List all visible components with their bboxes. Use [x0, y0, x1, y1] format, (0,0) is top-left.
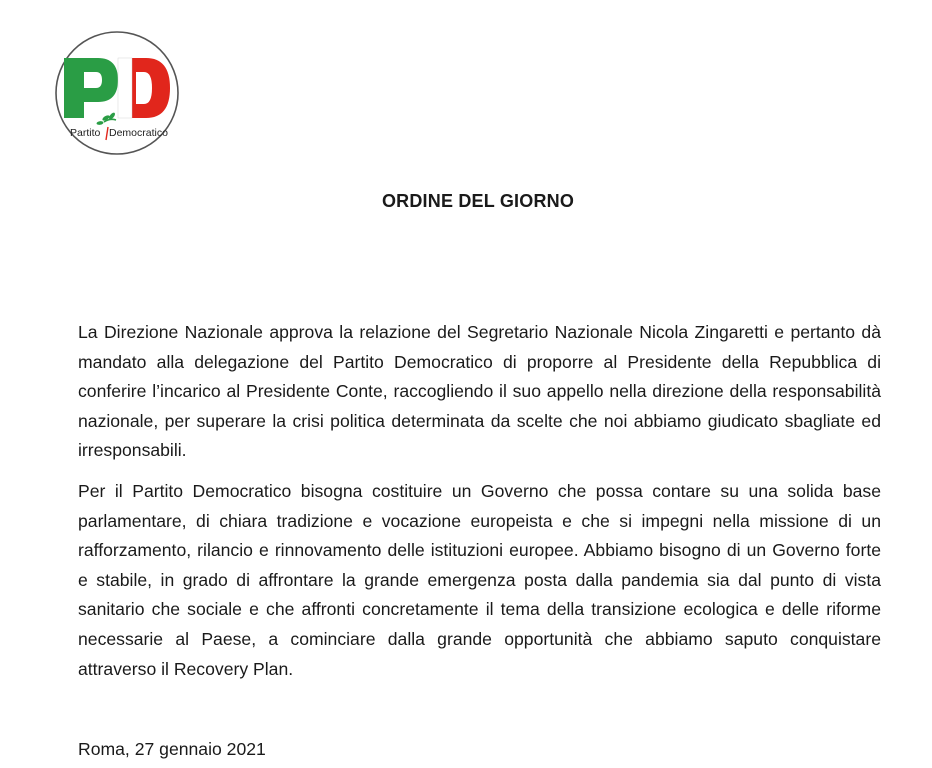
- place-and-date: Roma, 27 gennaio 2021: [78, 739, 266, 759]
- paragraph-1: La Direzione Nazionale approva la relazione del Segretario Nazionale Nicola Zingaretti e pertanto dà mandato alla delegazione del Partito Democratico di proporre al Presidente della Repubblica di conferire l’incarico al Presidente Conte, raccogliendo il suo appello nella direzione della responsabilità nazionale, per superare la crisi politica determinata da scelte che noi abbiamo giudicato sbagliate ed irresponsabili.: [78, 322, 881, 461]
- logo-caption-right: Democratico: [109, 127, 168, 139]
- paragraph-2: Per il Partito Democratico bisogna costituire un Governo che possa contare su una solida base parlamentare, di chiara tradizione e vocazione europeista e che si impegni nella missione di un rafforzamento, rilancio e rinnovamento delle istituzioni europee. Abbiamo bisogno di un Governo forte e stabile, in grado di affrontare la grande emergenza posta dalla pandemia sia dal punto di vista sanitario che sociale e che affronti concretamente il tema della transizione ecologica e delle riforme necessarie al Paese, a cominciare dalla grande opportunità che abbiamo saputo conquistare attraverso il Recovery Plan.: [78, 481, 881, 679]
- logo-caption-left: Partito: [70, 127, 101, 139]
- pd-logo-graphic: [48, 30, 186, 156]
- pd-logo: [48, 30, 186, 156]
- document-title: ORDINE DEL GIORNO: [381, 191, 575, 211]
